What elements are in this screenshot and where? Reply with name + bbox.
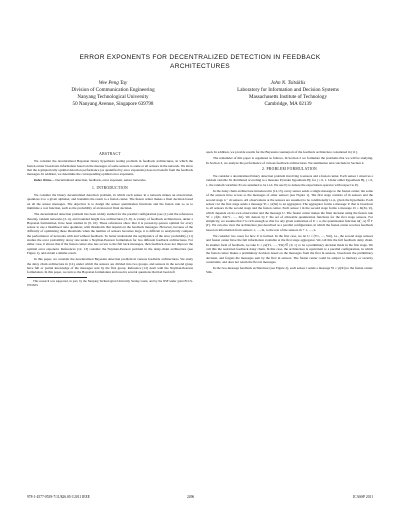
footer-isbn: 978-1-4577-0539-7/11/$26.00 ©2011 IEEE bbox=[27, 495, 90, 499]
paper-title bbox=[20, 54, 380, 71]
section-2-paragraph: In the daisy chain architecture introduced in [12,13], every sensor sends a single message to the fusion center, but some of the sensors have access to the messages of other sensors (see Figure 1). The first stage consists of m sensors and the second stage n − m sensors. All observations at the sensors are assumed to be conditionally i.i.d., given the hypothesis. Each sensor i in the first stage sends a message Yi = γi(Xi) to an aggregator. The aggregator forms a message U that is broadcast to all sensors in the second stage and the fusion center. Each sensor i in the second stage forms a message Zi = δi(Xi, U), which depends on its own observation and the message U. The fusion center makes the final decision using the fusion rule Yf = γf(U, Zm+1, …, Zn). We denote by Γ the set of allowable quantization functions for the first stage sensors. For simplicity, we assume that Γ is rich enough so that for any given realization of U = u, the quantization function δi(·, u) ∈ Γ (Γ). We can also view the architecture just described as a parallel configuration, in which the fusion center receives feedback based on information from sensors 1, …, m, to the rest of the sensors m + 1, …, n. bbox=[206, 189, 373, 232]
author-address: Cambridge, MA 02139 bbox=[264, 100, 312, 107]
right-column bbox=[206, 150, 373, 277]
author-2 bbox=[203, 80, 373, 108]
section-2-paragraph: In the two-message feedback architecture (see Figure 2), each sensor i sends a message Yi = γi(Xi) to the fusion center. Sim- bbox=[206, 266, 373, 275]
footer-page-number: 2496 bbox=[187, 495, 195, 499]
author-1 bbox=[28, 80, 198, 108]
index-terms-text: Decentralized detection, feedback, error exponent, sensor networks. bbox=[54, 178, 147, 183]
index-terms-label: Index Terms— bbox=[34, 178, 55, 183]
abstract-heading: ABSTRACT bbox=[99, 152, 121, 156]
section-2-paragraph: We consider a decentralized binary detection problem involving n sensors and a fusion center. Each sensor i observes a random variable Xi distributed according to a measure Pj under hypothesis Hj, for j = 0, 1. Under either hypothesis Hj, j = 0, 1, the random variables Xi are assumed to be i.i.d. We use Ej to denote the expectation operator with respect to Pj. bbox=[206, 174, 373, 187]
author-name: Wee Peng Tay bbox=[98, 80, 128, 86]
left-column bbox=[27, 150, 193, 288]
intro-heading: 1. INTRODUCTION bbox=[91, 185, 129, 190]
page-footer bbox=[27, 495, 373, 503]
author-address: 50 Nanyang Avenue, Singapore 639798 bbox=[72, 100, 154, 107]
intro-paragraph: In this paper, we consider the decentralized Bayesian detection problem in various feedback architectures. We study the daisy chain architecture in [12], under which the sensors are divided into two groups, and sensors in the second group have full or partial knowledge of the messages sent by the first group. Reference [12] dealt with the Neyman-Pearson formulation. In this paper, we turn to the Bayesian formulation and resolve several questions that had been left bbox=[27, 257, 193, 275]
title-line-2: ARCHITECTURES bbox=[170, 62, 230, 70]
index-terms bbox=[27, 178, 193, 182]
footnote: This research was supported, in part, by the Nanyang Technological University Startup Grant, and by the NSF under grant ECCS-0701623. bbox=[27, 279, 193, 288]
intro-paragraph: We consider the binary decentralized detection problem, in which each sensor in a network makes an observation, quantizes it to a given alphabet, and transmits the result to a fusion center. The fusion center makes a final decision based on all the sensor messages. The objective is to design the sensor quantization functions and the fusion rule so as to minimize a cost function, such as the probability of an incorrect final decision. bbox=[27, 193, 193, 210]
author-affiliation: Nanyang Technological University bbox=[77, 93, 149, 100]
footer-conference: ICASSP 2011 bbox=[352, 495, 373, 499]
footnote-rule bbox=[27, 277, 87, 278]
author-affiliation: Massachusetts Institute of Technology bbox=[248, 93, 328, 100]
abstract-text: We consider the decentralized Bayesian binary hypothesis testing problem in feedback architectures, in which the fusion center broadcasts information based on the messages of some sensors to some or all sensors in the network. We show that the asymptotically optimal detection performance (as quantified by error exponents) does not benefit from the feedback messages. In addition, we determine the corresponding optimal error exponents. bbox=[27, 159, 193, 177]
section-2-paragraph: We consider two cases for how U is formed. In the first case, we let U = (Y1, …, Ym), i.e., the second stage sensors and fusion center have the full information available at the first stage aggregator. We call this the full feedback daisy chain. In another form of feedback, we take U = γu(Y1, …, Ym) ∈ {0, 1} to be a preliminary decision made in the first stage. We call this the restricted feedback daisy chain. In this case, the architecture is equivalent to a parallel configuration, in which the fusion center makes a preliminary decision based on the messages from the first m sensors, broadcasts the preliminary decision, and forgets the messages sent by the first m sensors. The fusion center could be subject to memory or security constraints, and does not retain the first m messages. bbox=[206, 234, 373, 264]
author-name: John N. Tsitsiklis bbox=[270, 80, 306, 86]
intro-paragraph: The decentralized detection problem has been widely studied for the parallel configuration (see [1] and the references therein), tandem networks [2–4], and bounded height tree architectures [5–8]. A variety of feedback architectures, under a Bayesian formulation, have been studied in [9, 10]. These references show that it is person-by-person optimal for every sensor to use a likelihood ratio quantizer, with thresholds that depend on the feedback messages. However, because of the difficulty of optimizing these thresholds when the number of sensors becomes large, it is difficult to analytically compare the performance of networks with and without feedback. To better understand the asymptotics of the error probability, [11] studies the error probability decay rate under a Neyman-Pearson formulation for two different feedback architectures. For either case, it shows that if the fusion center also has access to the full back messages, then feedback does not improve the optimal error exponent. References [12, 13] consider the Neyman-Pearson problem in the daisy-chain architecture (see Figure 1), and obtain a similar result. bbox=[27, 212, 193, 255]
body-paragraph: open. In addition, we provide results for the Bayesian counterpart of the feedback architecture considered in [11]. bbox=[206, 150, 358, 154]
author-affiliation: Division of Communication Engineering bbox=[71, 86, 155, 93]
section-2-heading: 2. PROBLEM FORMULATION bbox=[261, 166, 318, 171]
author-affiliation: Laboratory for Information and Decision Systems bbox=[237, 86, 339, 93]
title-line-1: ERROR EXPONENTS FOR DECENTRALIZED DETECTION IN FEEDBACK bbox=[79, 54, 321, 61]
body-paragraph: The remainder of this paper is organized as follows. In Section 2 we formulate the problems that we will be studying. In Section 3, we analyze the performance of various feedback architectures. We summarize and conclude in Section 4. bbox=[206, 156, 373, 165]
